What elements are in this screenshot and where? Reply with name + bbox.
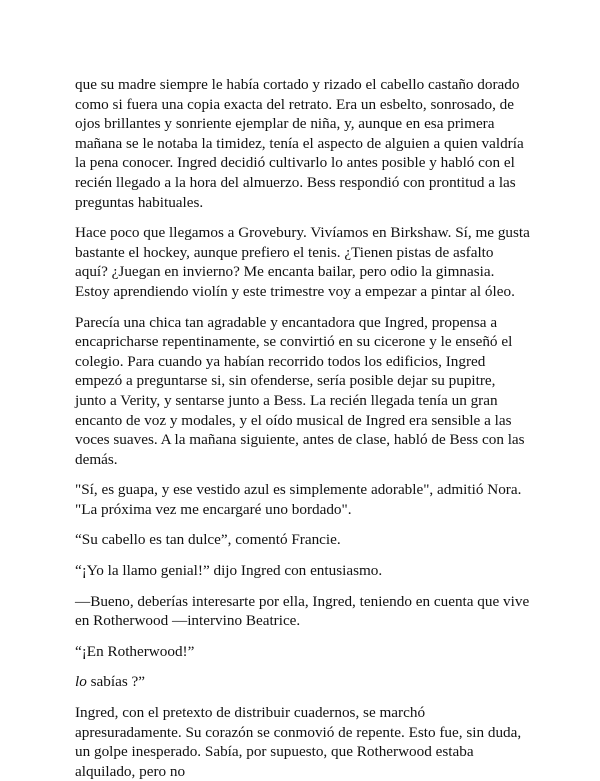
- paragraph-francie-quote: “Su cabello es tan dulce”, comentó Francie.: [75, 531, 341, 549]
- paragraph-nora-quote: "Sí, es guapa, y ese vestido azul es simplemente adorable", admitió Nora. "La próxima vez me encargaré uno bordado".: [75, 481, 522, 518]
- italic-word: lo: [75, 673, 87, 691]
- document-page: [75, 75, 530, 781]
- question-rest: sabías ?”: [86, 673, 146, 691]
- paragraph-rotherwood-exclamation: “¡En Rotherwood!”: [75, 642, 195, 660]
- paragraph-bess-answers: Hace poco que llegamos a Grovebury. Vivíamos en Birkshaw. Sí, me gusta bastante el hockey, aunque prefiero el tenis. ¿Tienen pistas de asfalto aquí? ¿Juegan en invierno? Me encanta bailar, pero odio la gimnasia. Estoy aprendiendo violín y este trimestre voy a empezar a pintar al óleo.: [75, 224, 530, 300]
- paragraph-question: [75, 672, 530, 692]
- paragraph-ingred-quote: “¡Yo la llamo genial!” dijo Ingred con entusiasmo.: [75, 562, 383, 580]
- paragraph-final: Ingred, con el pretexto de distribuir cuadernos, se marchó apresuradamente. Su corazón se conmovió de repente. Esto fue, sin duda, un golpe inesperado. Sabía, por supuesto, que Rotherwood estaba alquilado, pero no: [75, 704, 522, 780]
- paragraph-ingred-cicerone: Parecía una chica tan agradable y encantadora que Ingred, propensa a encapricharse repentinamente, se convirtió en su cicerone y le enseñó el colegio. Para cuando ya habían recorrido todos los edificios, Ingred empezó a preguntarse si, sin ofenderse, sería posible dejar su pupitre, junto a Verity, y sentarse junto a Bess. La recién llegada tenía un gran encanto de voz y modales, y el oído musical de Ingred era sensible a las voces suaves. A la mañana siguiente, antes de clase, habló de Bess con las demás.: [75, 313, 525, 468]
- paragraph-description: que su madre siempre le había cortado y rizado el cabello castaño dorado como si fuera una copia exacta del retrato. Era un esbelto, sonrosado, de ojos brillantes y sonriente ejemplar de niña, y, aunque en esa primera mañana se le notaba la timidez, tenía el aspecto de alguien a quien valdría la pena conocer. Ingred decidió cultivarlo lo antes posible y habló con el recién llegado a la hora del almuerzo. Bess respondió con prontitud a las preguntas habituales.: [75, 76, 524, 211]
- paragraph-beatrice-quote: —Bueno, deberías interesarte por ella, Ingred, teniendo en cuenta que vive en Rotherwood —intervino Beatrice.: [75, 592, 530, 630]
